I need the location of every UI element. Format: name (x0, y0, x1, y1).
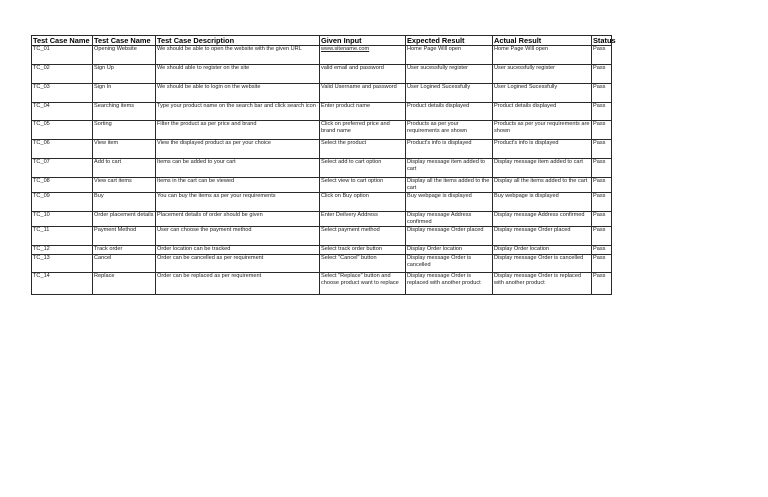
cell-status[interactable]: Pass (592, 193, 612, 212)
cell-expected[interactable]: Display message Address confirmed (406, 212, 493, 227)
cell-description[interactable]: Filter the product as per price and brand (156, 121, 320, 140)
cell-actual[interactable]: Products as per your requirements are shown (493, 121, 592, 140)
table-row (32, 227, 612, 246)
cell-input[interactable]: Select "Cancel" button (320, 255, 406, 273)
cell-expected[interactable]: Product's info is displayed (406, 140, 493, 159)
cell-description[interactable]: Order can be cancelled as per requirement (156, 255, 320, 273)
header-cell[interactable]: Actual Result (493, 36, 592, 46)
cell-name[interactable]: Sign In (93, 84, 156, 103)
table-row (32, 178, 612, 193)
table-row (32, 255, 612, 273)
cell-description[interactable]: Placement details of order should be given (156, 212, 320, 227)
cell-id[interactable]: TC_14 (32, 273, 93, 295)
cell-actual[interactable]: Product details displayed (493, 103, 592, 121)
cell-input[interactable]: Valid Username and password (320, 84, 406, 103)
cell-name[interactable]: Searching items (93, 103, 156, 121)
cell-status[interactable]: Pass (592, 121, 612, 140)
cell-expected[interactable]: Home Page Will open (406, 46, 493, 65)
table-row (32, 84, 612, 103)
cell-name[interactable]: Opening Website (93, 46, 156, 65)
cell-description[interactable]: Items in the cart can be viewed (156, 178, 320, 193)
table-row (32, 46, 612, 65)
table-row (32, 103, 612, 121)
cell-status[interactable]: Pass (592, 212, 612, 227)
cell-status[interactable]: Pass (592, 65, 612, 84)
cell-expected[interactable]: Display all the items added to the cart (406, 178, 493, 193)
cell-input[interactable]: Select the product (320, 140, 406, 159)
table-row (32, 159, 612, 178)
table-row (32, 65, 612, 84)
cell-actual[interactable]: Display message item added to cart (493, 159, 592, 178)
cell-id[interactable]: TC_10 (32, 212, 93, 227)
cell-description[interactable]: Type your product name on the search bar and click search icon (156, 103, 320, 121)
cell-actual[interactable]: Display message Order is cancelled (493, 255, 592, 273)
cell-input[interactable]: Select track order button (320, 246, 406, 255)
cell-name[interactable]: View cart items (93, 178, 156, 193)
cell-input[interactable]: Select "Replace" button and choose product want to replace (320, 273, 406, 295)
cell-id[interactable]: TC_01 (32, 46, 93, 65)
cell-expected[interactable]: Display Order location (406, 246, 493, 255)
table-row (32, 193, 612, 212)
cell-description[interactable]: You can buy the items as per your requirements (156, 193, 320, 212)
cell-id[interactable]: TC_13 (32, 255, 93, 273)
cell-status[interactable]: Pass (592, 46, 612, 65)
cell-name[interactable]: Payment Method (93, 227, 156, 246)
header-cell[interactable]: Test Case Name (32, 36, 93, 46)
cell-name[interactable]: Order placement details (93, 212, 156, 227)
cell-description[interactable]: User can choose the payment method (156, 227, 320, 246)
cell-id[interactable]: TC_06 (32, 140, 93, 159)
cell-actual[interactable]: Display message Order is replaced with another product (493, 273, 592, 295)
cell-actual[interactable]: Display all the items added to the cart (493, 178, 592, 193)
cell-actual[interactable]: Display message Order placed (493, 227, 592, 246)
cell-actual[interactable]: Display Order location (493, 246, 592, 255)
cell-expected[interactable]: Product details displayed (406, 103, 493, 121)
cell-input[interactable]: www.sitename.com (320, 46, 406, 65)
cell-input[interactable]: Enter Deilvery Address (320, 212, 406, 227)
cell-actual[interactable]: Buy webpage is displayed (493, 193, 592, 212)
cell-input[interactable]: Select view to cart option (320, 178, 406, 193)
cell-id[interactable]: TC_02 (32, 65, 93, 84)
cell-name[interactable]: Cancel (93, 255, 156, 273)
cell-expected[interactable]: User Logined Sucessfully (406, 84, 493, 103)
header-row (32, 36, 612, 46)
cell-name[interactable]: Buy (93, 193, 156, 212)
cell-expected[interactable]: Display message Order placed (406, 227, 493, 246)
cell-status[interactable]: Pass (592, 255, 612, 273)
header-cell[interactable]: Status (593, 36, 616, 45)
cell-input[interactable]: Click on Buy option (320, 193, 406, 212)
cell-status[interactable]: Pass (592, 140, 612, 159)
cell-id[interactable]: TC_03 (32, 84, 93, 103)
cell-name[interactable]: Track order (93, 246, 156, 255)
cell-description[interactable]: View the displayed product as per your choice (156, 140, 320, 159)
cell-status[interactable]: Pass (592, 103, 612, 121)
cell-input[interactable]: Select payment method (320, 227, 406, 246)
cell-actual[interactable]: Home Page Will open (493, 46, 592, 65)
cell-status[interactable]: Pass (592, 246, 612, 255)
header-cell[interactable]: Expected Result (406, 36, 493, 46)
cell-name[interactable]: View item (93, 140, 156, 159)
table-row (32, 121, 612, 140)
cell-description[interactable]: We should able to register on the site (156, 65, 320, 84)
cell-status[interactable]: Pass (592, 159, 612, 178)
cell-actual[interactable]: Display message Address confirmed (493, 212, 592, 227)
table-row (32, 273, 612, 295)
cell-expected[interactable]: Products as per your requirements are shown (406, 121, 493, 140)
cell-name[interactable]: Add to cart (93, 159, 156, 178)
cell-actual[interactable]: User sucessfully register (493, 65, 592, 84)
header-cell[interactable]: Given Input (320, 36, 406, 46)
cell-description[interactable]: Items can be added to your cart (156, 159, 320, 178)
cell-expected[interactable]: Display message Order is cancelled (406, 255, 493, 273)
cell-status[interactable]: Pass (592, 178, 612, 193)
cell-id[interactable]: TC_07 (32, 159, 93, 178)
cell-description[interactable]: We should be able to login on the website (156, 84, 320, 103)
cell-id[interactable]: TC_04 (32, 103, 93, 121)
cell-name[interactable]: Sign Up (93, 65, 156, 84)
cell-expected[interactable]: User sucessfully register (406, 65, 493, 84)
cell-description[interactable]: Order can be replaced as per requirement (156, 273, 320, 295)
cell-id[interactable]: TC_12 (32, 246, 93, 255)
table-row (32, 212, 612, 227)
cell-input[interactable]: Click on preferred price and brand name (320, 121, 406, 140)
cell-actual[interactable]: User Logined Sucessfully (493, 84, 592, 103)
test-case-table (31, 35, 616, 295)
header-cell[interactable]: Test Case Name (93, 36, 156, 46)
cell-name[interactable]: Sorting (93, 121, 156, 140)
cell-name[interactable]: Replace (93, 273, 156, 295)
cell-expected[interactable]: Buy webpage is displayed (406, 193, 493, 212)
cell-expected[interactable]: Display message item added to cart (406, 159, 493, 178)
cell-status[interactable]: Pass (592, 227, 612, 246)
cell-id[interactable]: TC_09 (32, 193, 93, 212)
table-row (32, 246, 612, 255)
cell-description[interactable]: Order location can be tracked (156, 246, 320, 255)
cell-id[interactable]: TC_08 (32, 178, 93, 193)
cell-input[interactable]: Select add to cart option (320, 159, 406, 178)
cell-id[interactable]: TC_05 (32, 121, 93, 140)
table-row (32, 140, 612, 159)
cell-status[interactable]: Pass (592, 273, 612, 295)
cell-actual[interactable]: Product's info is displayed (493, 140, 592, 159)
cell-status[interactable]: Pass (592, 84, 612, 103)
cell-description[interactable]: We should be able to open the website with the given URL (156, 46, 320, 65)
header-cell[interactable]: Test Case Description (156, 36, 320, 46)
cell-id[interactable]: TC_11 (32, 227, 93, 246)
cell-expected[interactable]: Display message Order is replaced with another product (406, 273, 493, 295)
cell-input[interactable]: Enter product name (320, 103, 406, 121)
cell-input[interactable]: valid email and password (320, 65, 406, 84)
